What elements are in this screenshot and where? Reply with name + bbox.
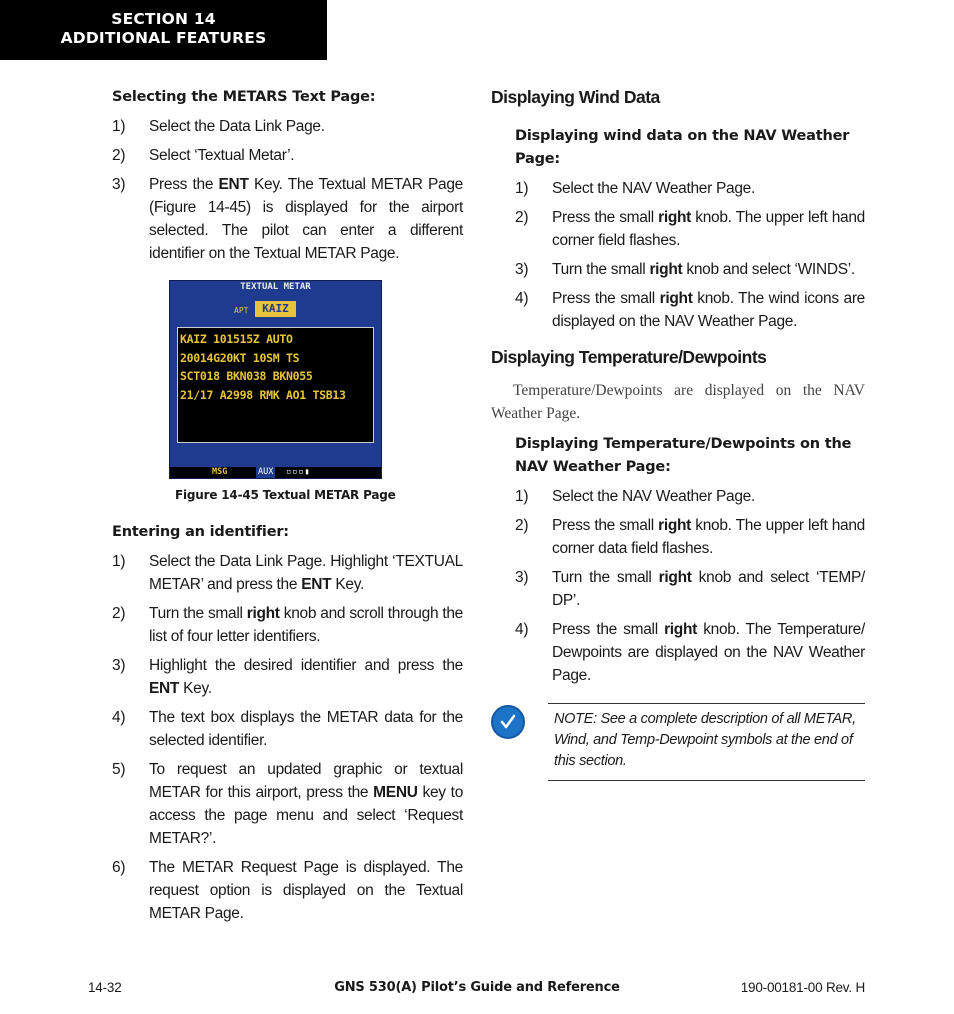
step-item xyxy=(112,654,463,700)
note-block xyxy=(491,703,865,781)
step-text: To request an updated graphic or textual METAR for this airport, press the MENU key to access the page menu and select ‘Request METAR?’. xyxy=(149,761,464,847)
page-indicator: ▫▫▫▮ xyxy=(286,467,311,477)
step-item xyxy=(112,173,463,265)
step-text: Turn the small right knob and select ‘TEMP/ DP’. xyxy=(552,569,865,609)
step-number: 2) xyxy=(112,605,126,622)
step-number: 3) xyxy=(112,657,126,674)
apt-label: APT xyxy=(234,306,249,315)
screen-title: TEXTUAL METAR xyxy=(240,282,311,292)
step-item xyxy=(515,485,865,508)
step-number: 4) xyxy=(112,709,126,726)
left-column xyxy=(112,86,463,925)
section-number: SECTION 14 xyxy=(111,10,216,28)
step-item xyxy=(515,287,865,333)
step-item xyxy=(112,602,463,648)
step-text: Press the small right knob. The upper left hand corner data field flashes. xyxy=(552,517,865,557)
step-text: Select the NAV Weather Page. xyxy=(552,180,755,197)
step-text: Press the ENT Key. The Textual METAR Page (Figure 14-45) is displayed for the airport selected. The pilot can enter a different identifier on the Textual METAR Page. xyxy=(149,176,464,262)
identifier-heading: Entering an identifier: xyxy=(112,524,289,540)
identifier-steps-list xyxy=(112,550,463,925)
step-item xyxy=(112,115,463,138)
aux-page-group: AUX xyxy=(258,467,274,477)
doc-number: 190-00181-00 Rev. H xyxy=(740,980,865,995)
step-text: The text box displays the METAR data for the selected identifier. xyxy=(149,709,463,749)
textual-metar-figure xyxy=(169,280,382,479)
step-number: 3) xyxy=(515,261,529,278)
footer-title: GNS 530(A) Pilot’s Guide and Reference xyxy=(334,980,620,995)
step-text: Select ‘Textual Metar’. xyxy=(149,147,295,164)
figure-caption: Figure 14-45 Textual METAR Page xyxy=(175,488,396,502)
step-text: Turn the small right knob and scroll through the list of four letter identifiers. xyxy=(149,605,464,645)
step-item xyxy=(112,706,463,752)
step-item xyxy=(515,206,865,252)
step-number: 1) xyxy=(112,553,126,570)
temp-heading: Displaying Temperature/Dewpoints on the NAV Weather Page: xyxy=(515,436,852,475)
step-item xyxy=(515,258,865,281)
step-text: Highlight the desired identifier and press the ENT Key. xyxy=(149,657,463,697)
checkmark-pen-icon xyxy=(491,705,525,739)
step-number: 3) xyxy=(515,569,529,586)
step-text: Press the small right knob. The Temperature/ Dewpoints are displayed on the NAV Weather Page. xyxy=(552,621,865,684)
wind-section-title: Displaying Wind Data xyxy=(491,87,660,107)
section-title: ADDITIONAL FEATURES xyxy=(60,29,267,47)
screen-status-bar xyxy=(170,467,381,478)
step-number: 3) xyxy=(112,176,126,193)
note-text: NOTE: See a complete description of all METAR, Wind, and Temp-Dewpoint symbols at the end of this section. xyxy=(548,703,865,781)
section-header xyxy=(0,0,327,60)
step-number: 4) xyxy=(515,290,529,307)
step-text: Press the small right knob. The upper left hand corner field flashes. xyxy=(552,209,865,249)
step-item xyxy=(112,856,463,925)
step-number: 4) xyxy=(515,621,529,638)
step-text: The METAR Request Page is displayed. The request option is displayed on the Textual METAR Page. xyxy=(149,859,463,922)
msg-annunciator: MSG xyxy=(212,467,228,477)
step-number: 2) xyxy=(515,517,529,534)
step-number: 1) xyxy=(112,118,126,135)
metars-heading: Selecting the METARS Text Page: xyxy=(112,89,376,105)
wind-steps-list xyxy=(515,177,865,333)
temp-paragraph: Temperature/Dewpoints are displayed on the NAV Weather Page. xyxy=(491,382,865,422)
step-text: Turn the small right knob and select ‘WINDS’. xyxy=(552,261,855,278)
step-text: Select the NAV Weather Page. xyxy=(552,488,755,505)
metar-line: KAIZ 101515Z AUTO xyxy=(180,332,293,346)
step-item xyxy=(515,514,865,560)
apt-identifier-field: KAIZ xyxy=(255,301,296,317)
step-number: 5) xyxy=(112,761,126,778)
step-number: 1) xyxy=(515,488,529,505)
right-column xyxy=(491,86,865,781)
step-number: 2) xyxy=(515,209,529,226)
metar-line: SCT018 BKN038 BKN055 xyxy=(180,369,313,383)
page-number: 14-32 xyxy=(88,980,122,995)
step-text: Select the Data Link Page. xyxy=(149,118,325,135)
step-item xyxy=(515,618,865,687)
step-item xyxy=(112,758,463,850)
temp-section-title: Displaying Temperature/Dewpoints xyxy=(491,347,767,367)
metars-steps-list xyxy=(112,115,463,265)
metar-line: 20014G20KT 10SM TS xyxy=(180,350,300,365)
step-item xyxy=(112,550,463,596)
step-item xyxy=(112,144,463,167)
temp-steps-list xyxy=(515,485,865,687)
step-item xyxy=(515,177,865,200)
metar-text-box xyxy=(177,327,374,443)
step-number: 6) xyxy=(112,859,126,876)
step-text: Select the Data Link Page. Highlight ‘TEXTUAL METAR’ and press the ENT Key. xyxy=(149,553,463,593)
metar-line: 21/17 A2998 RMK AO1 TSB13 xyxy=(180,387,346,402)
step-number: 1) xyxy=(515,180,529,197)
wind-heading: Displaying wind data on the NAV Weather Page: xyxy=(515,128,850,167)
step-text: Press the small right knob. The wind icons are displayed on the NAV Weather Page. xyxy=(552,290,865,330)
step-number: 2) xyxy=(112,147,126,164)
step-item xyxy=(515,566,865,612)
